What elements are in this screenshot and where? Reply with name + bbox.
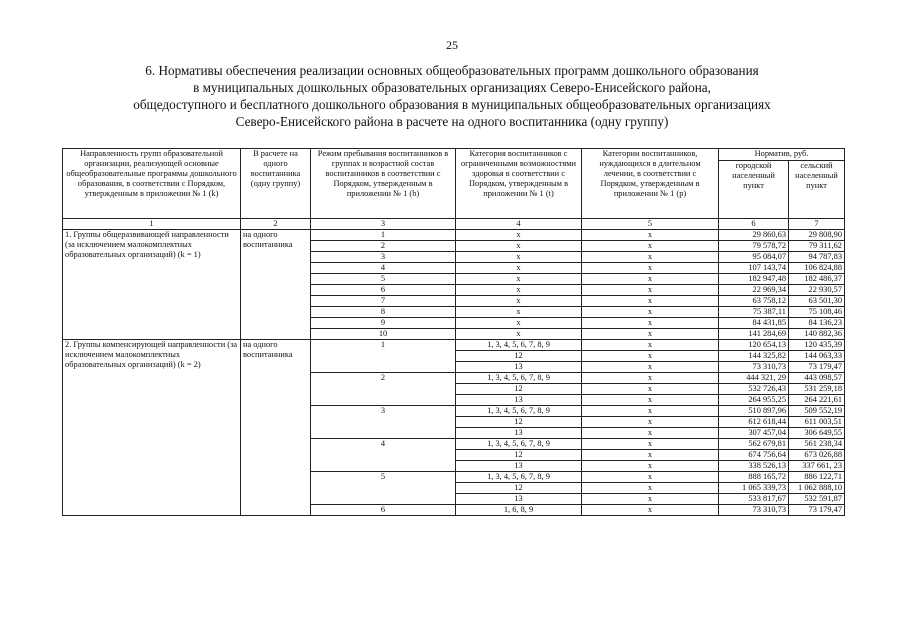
stay-mode: 5: [311, 274, 456, 285]
header-norm: Норматив, руб.: [719, 149, 845, 161]
norm-city-value: 95 084,07: [719, 252, 789, 263]
norm-city-value: 144 325,82: [719, 351, 789, 362]
norm-rural-value: 443 098,57: [789, 373, 845, 384]
norm-city-value: 120 654,13: [719, 340, 789, 351]
normative-table: [62, 148, 845, 516]
stay-mode: 5: [311, 472, 456, 505]
document-title: [60, 62, 844, 130]
disability-category: x: [456, 307, 582, 318]
stay-mode: 1: [311, 230, 456, 241]
disability-category: x: [456, 230, 582, 241]
group-name: 1. Группы общеразвивающей направленности (за исключением малокомплектных образовательных организаций) (k = 1): [63, 230, 241, 340]
norm-rural-value: 144 063,33: [789, 351, 845, 362]
stay-mode: 4: [311, 263, 456, 274]
norm-rural-value: 106 824,88: [789, 263, 845, 274]
norm-rural-value: 306 649,55: [789, 428, 845, 439]
disability-category: 1, 3, 4, 5, 6, 7, 8, 9: [456, 340, 582, 351]
disability-category: 12: [456, 351, 582, 362]
norm-city-value: 84 431,85: [719, 318, 789, 329]
norm-city-value: 674 756,64: [719, 450, 789, 461]
norm-city-value: 510 897,96: [719, 406, 789, 417]
norm-rural-value: 532 591,87: [789, 494, 845, 505]
column-number: 3: [311, 219, 456, 230]
norm-rural-value: 886 122,71: [789, 472, 845, 483]
norm-city-value: 338 526,13: [719, 461, 789, 472]
header-unit: В расчете на одного воспитанника (одну группу): [241, 149, 311, 219]
title-line: в муниципальных дошкольных образовательных организациях Северо-Енисейского района,: [193, 80, 711, 95]
norm-rural-value: 29 808,90: [789, 230, 845, 241]
disability-category: 12: [456, 450, 582, 461]
norm-city-value: 532 726,43: [719, 384, 789, 395]
column-numbers-row: [63, 219, 845, 230]
norm-city-value: 141 284,69: [719, 329, 789, 340]
norm-rural-value: 63 501,30: [789, 296, 845, 307]
column-number: 5: [582, 219, 719, 230]
norm-city-value: 307 457,04: [719, 428, 789, 439]
table-row: [63, 230, 845, 241]
disability-category: 13: [456, 428, 582, 439]
header-city: городской населенный пункт: [719, 161, 789, 219]
disability-category: x: [456, 329, 582, 340]
norm-rural-value: 264 221,61: [789, 395, 845, 406]
disability-category: 12: [456, 483, 582, 494]
header-long-treatment: Категории воспитанников, нуждающихся в длительном лечении, в соответствии с Порядком, утвержденным в приложении № 1 (p): [582, 149, 719, 219]
norm-city-value: 182 947,48: [719, 274, 789, 285]
long-treatment-category: x: [582, 406, 719, 417]
norm-rural-value: 337 661, 23: [789, 461, 845, 472]
stay-mode: 6: [311, 505, 456, 516]
long-treatment-category: x: [582, 252, 719, 263]
norm-city-value: 75 387,11: [719, 307, 789, 318]
norm-city-value: 73 310,73: [719, 505, 789, 516]
norm-rural-value: 531 259,18: [789, 384, 845, 395]
column-number: 7: [789, 219, 845, 230]
long-treatment-category: x: [582, 439, 719, 450]
norm-rural-value: 182 486,37: [789, 274, 845, 285]
long-treatment-category: x: [582, 472, 719, 483]
title-line: Северо-Енисейского района в расчете на одного воспитанника (одну группу): [235, 114, 669, 129]
stay-mode: 6: [311, 285, 456, 296]
long-treatment-category: x: [582, 384, 719, 395]
disability-category: x: [456, 252, 582, 263]
stay-mode: 1: [311, 340, 456, 373]
long-treatment-category: x: [582, 230, 719, 241]
stay-mode: 8: [311, 307, 456, 318]
disability-category: 12: [456, 417, 582, 428]
long-treatment-category: x: [582, 395, 719, 406]
norm-rural-value: 75 108,46: [789, 307, 845, 318]
long-treatment-category: x: [582, 285, 719, 296]
disability-category: x: [456, 263, 582, 274]
group-name: 2. Группы компенсирующей направленности (за исключением малокомплектных образовательных организаций) (k = 2): [63, 340, 241, 516]
table-body: [63, 219, 845, 516]
norm-city-value: 1 065 339,73: [719, 483, 789, 494]
long-treatment-category: x: [582, 428, 719, 439]
header-rural: сельский населенный пункт: [789, 161, 845, 219]
disability-category: 1, 6, 8, 9: [456, 505, 582, 516]
norm-rural-value: 611 003,51: [789, 417, 845, 428]
norm-city-value: 612 618,44: [719, 417, 789, 428]
long-treatment-category: x: [582, 263, 719, 274]
disability-category: 13: [456, 494, 582, 505]
norm-rural-value: 94 787,83: [789, 252, 845, 263]
norm-city-value: 444 321, 29: [719, 373, 789, 384]
disability-category: x: [456, 241, 582, 252]
title-line: общедоступного и бесплатного дошкольного образования в муниципальных общеобразовательных организациях: [133, 97, 771, 112]
norm-rural-value: 73 179,47: [789, 362, 845, 373]
long-treatment-category: x: [582, 274, 719, 285]
stay-mode: 7: [311, 296, 456, 307]
long-treatment-category: x: [582, 505, 719, 516]
disability-category: x: [456, 296, 582, 307]
long-treatment-category: x: [582, 450, 719, 461]
stay-mode: 3: [311, 406, 456, 439]
column-number: 2: [241, 219, 311, 230]
page-number: 25: [446, 38, 458, 52]
long-treatment-category: x: [582, 318, 719, 329]
norm-rural-value: 140 882,36: [789, 329, 845, 340]
long-treatment-category: x: [582, 494, 719, 505]
long-treatment-category: x: [582, 329, 719, 340]
disability-category: 1, 3, 4, 5, 6, 7, 8, 9: [456, 373, 582, 384]
long-treatment-category: x: [582, 340, 719, 351]
norm-city-value: 29 860,63: [719, 230, 789, 241]
norm-rural-value: 561 238,34: [789, 439, 845, 450]
header-mode: Режим пребывания воспитанников в группах и возрастной состав воспитанников в соответствии с Порядком, утвержденным в приложении № 1 (b): [311, 149, 456, 219]
disability-category: 1, 3, 4, 5, 6, 7, 8, 9: [456, 406, 582, 417]
long-treatment-category: x: [582, 461, 719, 472]
long-treatment-category: x: [582, 417, 719, 428]
disability-category: x: [456, 285, 582, 296]
stay-mode: 2: [311, 373, 456, 406]
disability-category: 13: [456, 461, 582, 472]
norm-rural-value: 73 179,47: [789, 505, 845, 516]
disability-category: x: [456, 274, 582, 285]
norm-city-value: 562 679,81: [719, 439, 789, 450]
norm-rural-value: 22 930,57: [789, 285, 845, 296]
long-treatment-category: x: [582, 362, 719, 373]
norm-city-value: 107 143,74: [719, 263, 789, 274]
header-direction: Направленность групп образовательной организации, реализующей основные общеобразовательные программы дошкольного образования, в соответствии с Порядком, утвержденным в приложении № 1 (k): [63, 149, 241, 219]
long-treatment-category: x: [582, 351, 719, 362]
stay-mode: 4: [311, 439, 456, 472]
column-number: 4: [456, 219, 582, 230]
header-disability-category: Категория воспитанников с ограниченными возможностями здоровья в соответствии с Порядком, утвержденным в приложении № 1 (t): [456, 149, 582, 219]
norm-city-value: 264 955,25: [719, 395, 789, 406]
norm-city-value: 888 165,72: [719, 472, 789, 483]
long-treatment-category: x: [582, 241, 719, 252]
disability-category: x: [456, 318, 582, 329]
norm-rural-value: 1 062 888,10: [789, 483, 845, 494]
table-row: [63, 340, 845, 351]
group-unit: на одного воспитанника: [241, 230, 311, 340]
norm-city-value: 79 578,72: [719, 241, 789, 252]
long-treatment-category: x: [582, 296, 719, 307]
stay-mode: 2: [311, 241, 456, 252]
disability-category: 1, 3, 4, 5, 6, 7, 8, 9: [456, 472, 582, 483]
stay-mode: 10: [311, 329, 456, 340]
norm-city-value: 22 969,34: [719, 285, 789, 296]
disability-category: 13: [456, 362, 582, 373]
norm-rural-value: 84 136,23: [789, 318, 845, 329]
disability-category: 13: [456, 395, 582, 406]
norm-city-value: 73 310,73: [719, 362, 789, 373]
group-unit: на одного воспитанника: [241, 340, 311, 516]
norm-rural-value: 673 026,88: [789, 450, 845, 461]
long-treatment-category: x: [582, 373, 719, 384]
column-number: 6: [719, 219, 789, 230]
stay-mode: 3: [311, 252, 456, 263]
stay-mode: 9: [311, 318, 456, 329]
norm-city-value: 63 758,12: [719, 296, 789, 307]
long-treatment-category: x: [582, 307, 719, 318]
norm-rural-value: 79 311,62: [789, 241, 845, 252]
column-number: 1: [63, 219, 241, 230]
title-line: 6. Нормативы обеспечения реализации основных общеобразовательных программ дошкольного образования: [145, 63, 759, 78]
norm-rural-value: 509 552,19: [789, 406, 845, 417]
norm-city-value: 533 817,67: [719, 494, 789, 505]
disability-category: 1, 3, 4, 5, 6, 7, 8, 9: [456, 439, 582, 450]
norm-rural-value: 120 435,39: [789, 340, 845, 351]
disability-category: 12: [456, 384, 582, 395]
long-treatment-category: x: [582, 483, 719, 494]
